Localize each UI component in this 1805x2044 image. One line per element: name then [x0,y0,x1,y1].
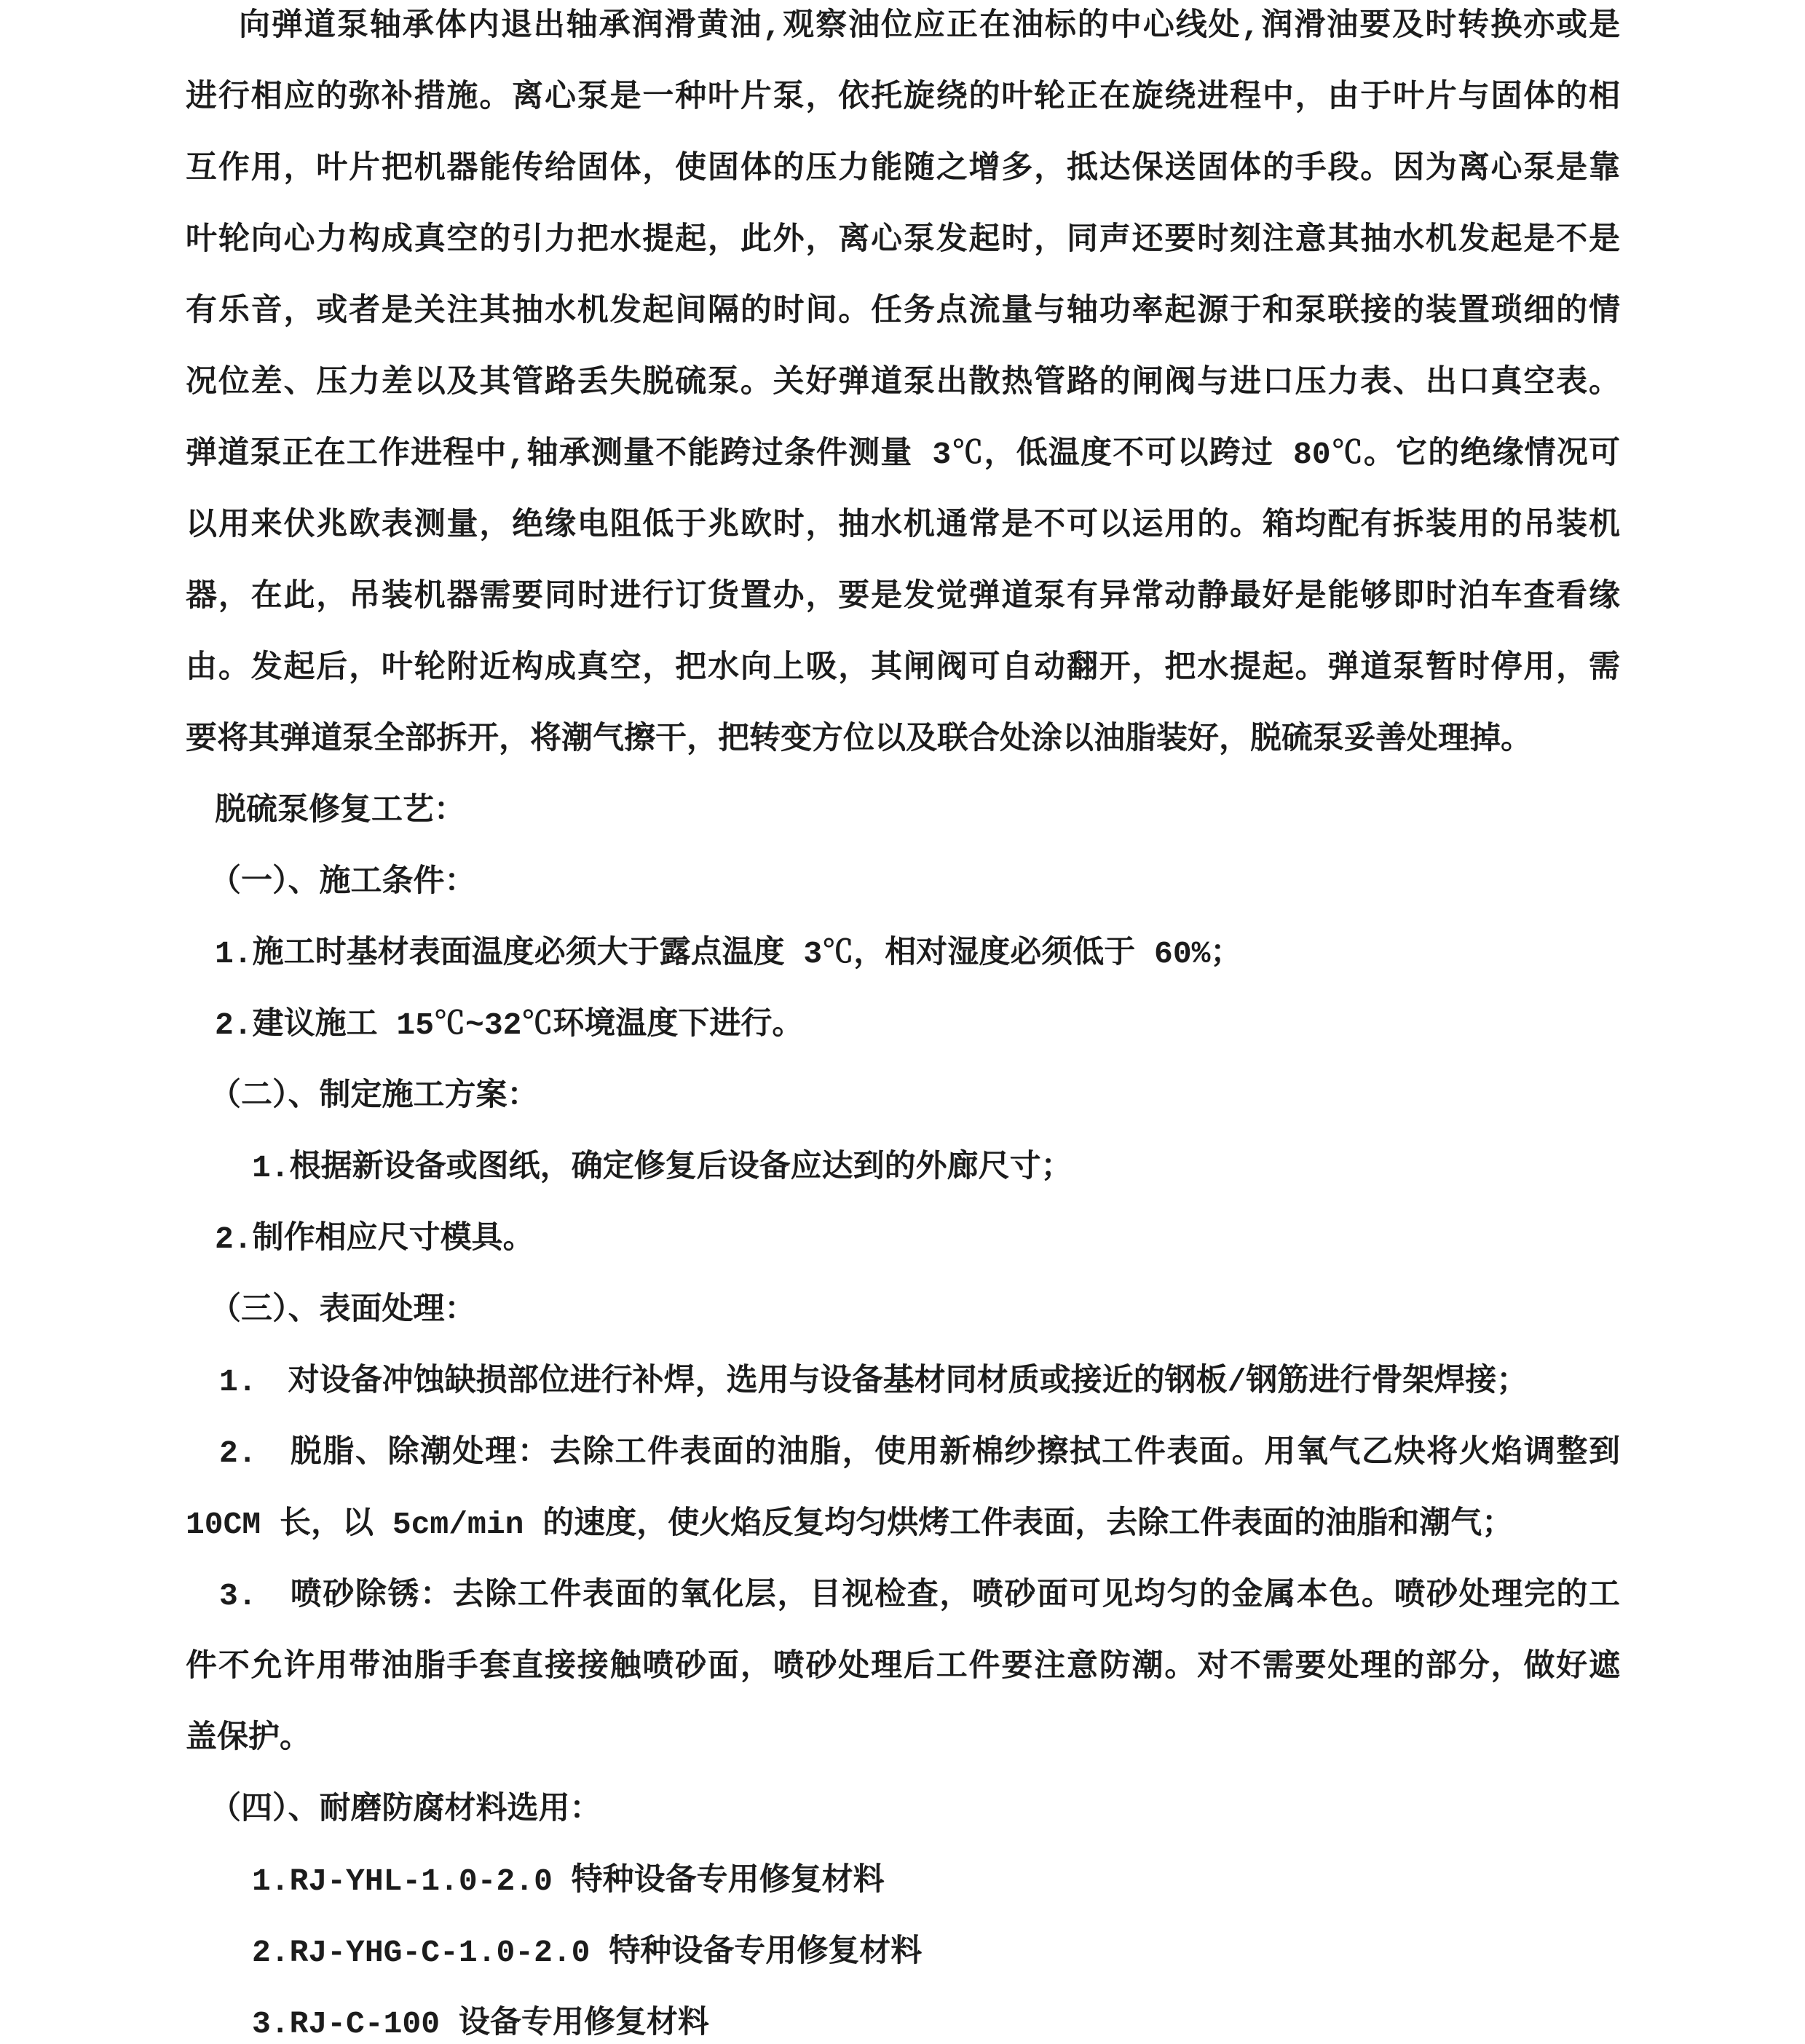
text-line: 件不允许用带油脂手套直接接触喷砂面，喷砂处理后工件要注意防潮。对不需要处理的部分，做好遮 [186,1649,1620,1685]
text-line: 弹道泵正在工作进程中,轴承测量不能跨过条件测量 3℃，低温度不可以跨过 80℃。它的绝缘情况可 [186,437,1620,472]
section-heading: （四）、耐磨防腐材料选用： [210,1792,601,1828]
text-line: 盖保护。 [186,1721,311,1756]
text-line: 进行相应的弥补措施。离心泵是一种叶片泵，依托旋绕的叶轮正在旋绕进程中，由于叶片与固体的相 [186,80,1620,116]
text-line: 10CM 长，以 5cm/min 的速度，使火焰反复均匀烘烤工件表面，去除工件表面的油脂和潮气； [186,1507,1514,1542]
list-item: 3. 喷砂除锈：去除工件表面的氧化层，目视检查，喷砂面可见均匀的金属本色。喷砂处理完的工 [219,1578,1620,1614]
text-line: 有乐音，或者是关注其抽水机发起间隔的时间。任务点流量与轴功率起源于和泵联接的装置琐细的情 [186,294,1620,330]
text-line: 要将其弹道泵全部拆开，将潮气擦干，把转变方位以及联合处涂以油脂装好，脱硫泵妥善处理掉。 [186,722,1532,758]
text-line: 由。发起后，叶轮附近构成真空，把水向上吸，其闸阀可自动翻开，把水提起。弹道泵暂时停用，需 [186,651,1620,686]
section-heading: （一）、施工条件： [210,865,476,900]
text-line: 况位差、压力差以及其管路丢失脱硫泵。关好弹道泵出散热管路的闸阀与进口压力表、出口真空表。 [186,365,1620,401]
text-line: 以用来伏兆欧表测量，绝缘电阻低于兆欧时，抽水机通常是不可以运用的。箱均配有拆装用的吊装机 [186,508,1620,544]
list-item: 2.RJ-YHG-C-1.0-2.0 特种设备专用修复材料 [252,1935,923,1970]
text-line: 向弹道泵轴承体内退出轴承润滑黄油,观察油位应正在油标的中心线处,润滑油要及时转换亦或是 [239,9,1620,44]
list-item: 2.建议施工 15℃~32℃环境温度下进行。 [215,1007,804,1043]
list-item: 1. 对设备冲蚀缺损部位进行补焊，选用与设备基材同材质或接近的钢板/钢筋进行骨架焊接； [219,1364,1528,1400]
section-heading: （三）、表面处理： [210,1293,476,1328]
list-item: 2. 脱脂、除潮处理：去除工件表面的油脂，使用新棉纱擦拭工件表面。用氧气乙炔将火焰调整到 [219,1435,1620,1471]
list-item: 3.RJ-C-100 设备专用修复材料 [252,2006,709,2042]
section-title: 脱硫泵修复工艺： [215,793,465,829]
text-line: 互作用，叶片把机器能传给固体，使固体的压力能随之增多，抵达保送固体的手段。因为离心泵是靠 [186,151,1620,187]
list-item: 1.根据新设备或图纸，确定修复后设备应达到的外廊尺寸； [252,1150,1073,1186]
section-heading: （二）、制定施工方案： [210,1079,539,1114]
text-line: 叶轮向心力构成真空的引力把水提起，此外，离心泵发起时，同声还要时刻注意其抽水机发起是不是 [186,223,1620,258]
list-item: 1.RJ-YHL-1.0-2.0 特种设备专用修复材料 [252,1863,885,1899]
list-item: 1.施工时基材表面温度必须大于露点温度 3℃，相对湿度必须低于 60%； [215,936,1242,972]
text-line: 器，在此，吊装机器需要同时进行订货置办，要是发觉弹道泵有异常动静最好是能够即时泊车查看缘 [186,579,1620,615]
list-item: 2.制作相应尺寸模具。 [215,1221,534,1257]
